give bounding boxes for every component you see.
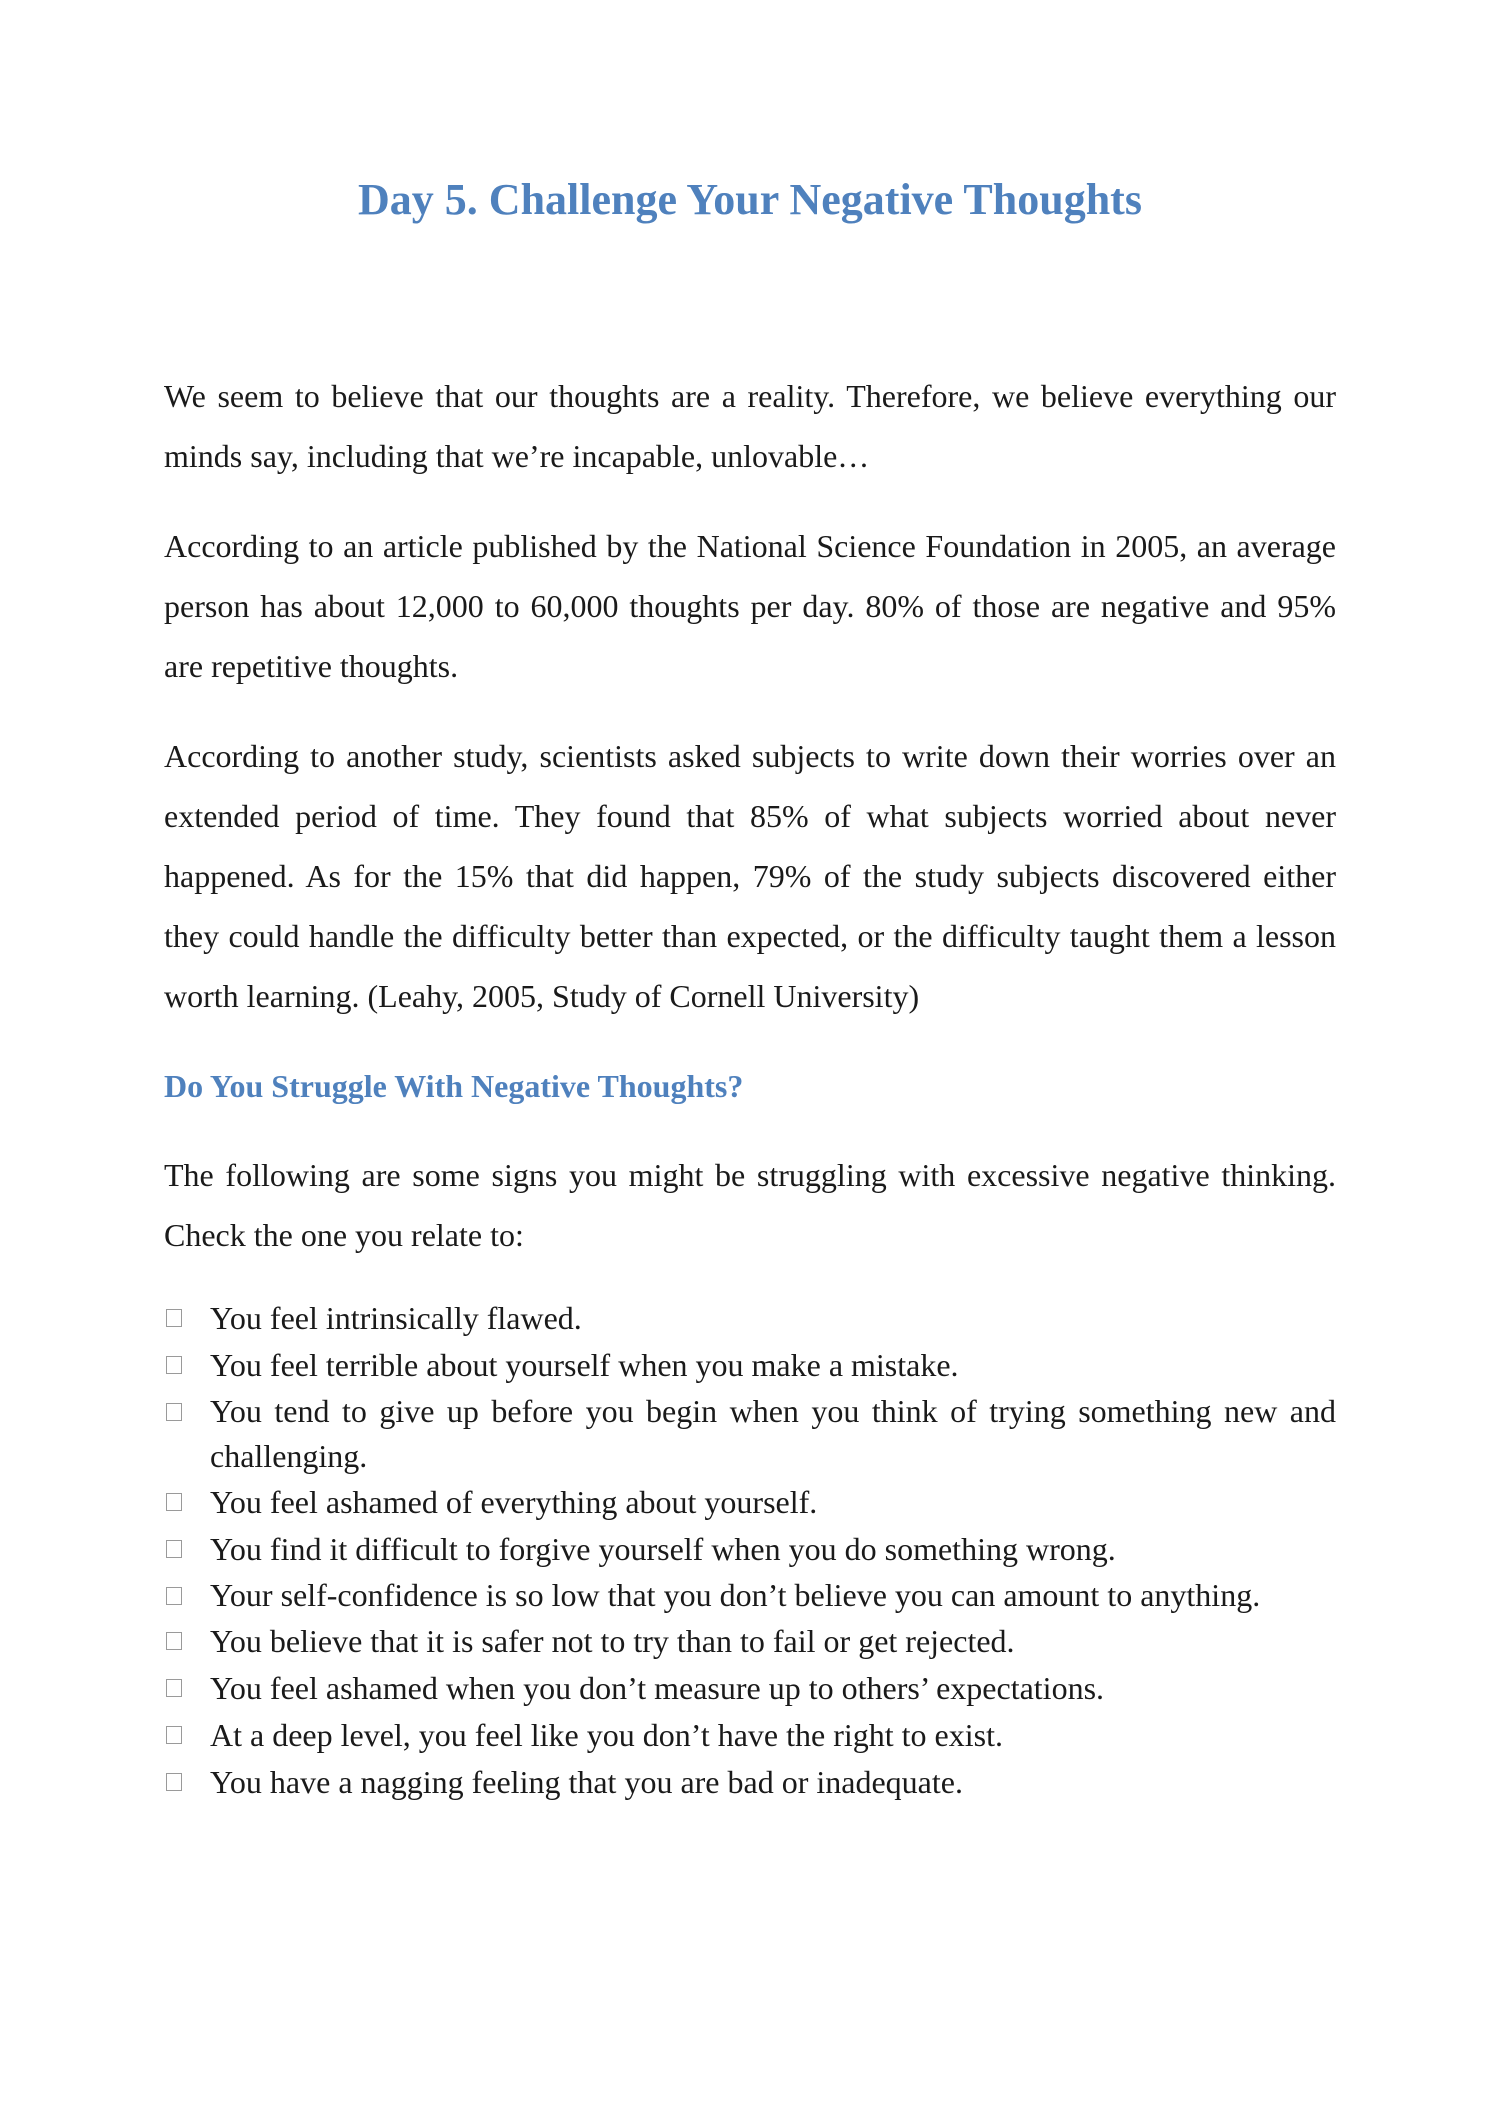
- document-body: [164, 366, 1336, 1806]
- checkbox-icon[interactable]: [166, 1773, 182, 1791]
- checklist-item[interactable]: [164, 1295, 1336, 1342]
- paragraph-nsf-statistics: According to an article published by the National Science Foundation in 2005, an average person has about 12,000 to 60,000 thoughts per day. 80% of those are negative and 95% are repetitive thoughts.: [164, 528, 1336, 684]
- checklist-item[interactable]: [164, 1712, 1336, 1759]
- checklist-item-label: You believe that it is safer not to try than to fail or get rejected.: [210, 1623, 1015, 1659]
- checklist-item-label: You tend to give up before you begin when you think of trying something new and challenging.: [210, 1393, 1336, 1474]
- page-title: Day 5. Challenge Your Negative Thoughts: [358, 175, 1142, 224]
- checklist-item-label: You feel terrible about yourself when you make a mistake.: [210, 1347, 959, 1383]
- checklist-item-label: You feel ashamed of everything about yourself.: [210, 1484, 818, 1520]
- paragraph-thoughts-reality: We seem to believe that our thoughts are a reality. Therefore, we believe everything our minds say, including that we’re incapable, unlovable…: [164, 378, 1336, 474]
- checklist-item-label: Your self-confidence is so low that you don’t believe you can amount to anything.: [210, 1577, 1261, 1613]
- checklist-item[interactable]: [164, 1618, 1336, 1665]
- checkbox-icon[interactable]: [166, 1493, 182, 1511]
- checklist-item-label: At a deep level, you feel like you don’t have the right to exist.: [210, 1717, 1003, 1753]
- checkbox-icon[interactable]: [166, 1356, 182, 1374]
- signs-checklist: [164, 1295, 1336, 1806]
- checklist-intro: The following are some signs you might be struggling with excessive negative thinking. Check the one you relate to:: [164, 1157, 1336, 1253]
- checklist-item[interactable]: [164, 1342, 1336, 1389]
- checkbox-icon[interactable]: [166, 1679, 182, 1697]
- checklist-item[interactable]: [164, 1665, 1336, 1712]
- checklist-item[interactable]: [164, 1479, 1336, 1526]
- paragraph-worry-study: According to another study, scientists asked subjects to write down their worries over an extended period of time. They found that 85% of what subjects worried about never happened. As for the 15% that did happen, 79% of the study subjects discovered either they could handle the difficulty better than expected, or the difficulty taught them a lesson worth learning. (Leahy, 2005, Study of Cornell University): [164, 738, 1336, 1014]
- checkbox-icon[interactable]: [166, 1540, 182, 1558]
- checkbox-icon[interactable]: [166, 1632, 182, 1650]
- checklist-item[interactable]: [164, 1526, 1336, 1573]
- checklist-item[interactable]: [164, 1573, 1336, 1618]
- checklist-item[interactable]: [164, 1759, 1336, 1806]
- checklist-item[interactable]: [164, 1389, 1336, 1479]
- checkbox-icon[interactable]: [166, 1726, 182, 1744]
- checklist-item-label: You feel ashamed when you don’t measure up to others’ expectations.: [210, 1670, 1105, 1706]
- checklist-item-label: You have a nagging feeling that you are bad or inadequate.: [210, 1764, 963, 1800]
- checkbox-icon[interactable]: [166, 1403, 182, 1421]
- checkbox-icon[interactable]: [166, 1309, 182, 1327]
- checklist-item-label: You feel intrinsically flawed.: [210, 1300, 582, 1336]
- checklist-item-label: You find it difficult to forgive yourself when you do something wrong.: [210, 1531, 1116, 1567]
- checkbox-icon[interactable]: [166, 1587, 182, 1605]
- section-heading: Do You Struggle With Negative Thoughts?: [164, 1068, 744, 1104]
